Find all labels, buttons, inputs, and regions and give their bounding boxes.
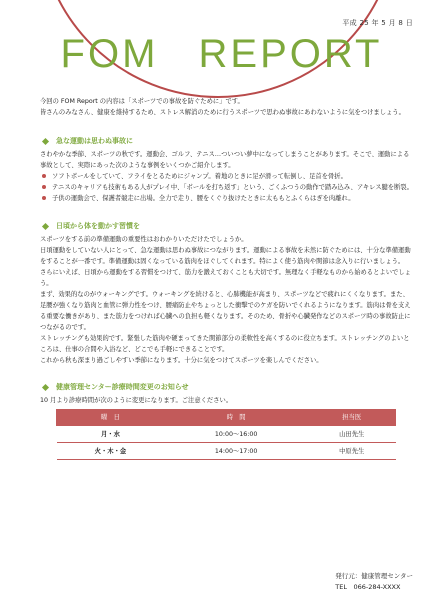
table-header-row — [57, 410, 396, 426]
paragraph: ストレッチングも効果的です。緊張した筋肉や硬まってきた関節部分の柔軟性を高くするのに役立ちます。ストレッチングのよいところは、仕事の合間や入浴など、どこでも手軽にできることです。 — [40, 335, 410, 353]
table-row — [57, 426, 396, 443]
section-heading: 急な運動は思わぬ事故に — [56, 137, 133, 145]
paragraph: さらにいえば、日頃から運動をする習慣をつけて、筋力を鍛えておくことも大切です。無理なく手軽なものから始めるとよいでしょう。 — [40, 269, 411, 287]
diamond-bullet-icon — [42, 384, 49, 391]
paragraph: これから秋も深まり過ごしやすい季節になります。十分に気をつけてスポーツを楽しんでください。 — [40, 357, 323, 364]
section-sudden-exercise — [40, 136, 415, 204]
accident-examples — [40, 171, 415, 204]
column-header: 曜 日 — [57, 410, 165, 426]
issuer-phone: TEL 066-284-XXXX — [335, 583, 401, 591]
paragraph: まず、効果的なのがウォーキングです。ウォーキングを続けると、心肺機能が高まり、スポーツなどで疲れにくくなります。また、足腰が強くなり筋肉と血管に弾力性をつけ、腰痛防止やちょっとした衝撃でのケガを防いでくれるようになります。筋肉は骨を支える重要な働きがあり、また筋力をつければ心臓への負担も軽くなります。そのため、骨折や心臓発作などのスポーツ時の事故防止につながるのです。 — [40, 291, 411, 331]
list-item: テニスのキャリアも技術もある人がプレイ中、「ボールを打ち返す」という、ごくふつうの動作で踏み込み、アキレス腱を断裂。 — [40, 182, 415, 193]
issuer-block — [335, 571, 413, 593]
column-header: 時 間 — [164, 410, 308, 426]
issuer-name: 発行元：健康管理センター — [335, 572, 413, 580]
schedule-note: 10 月より診療時間が次のように変更になります。ご注意ください。 — [40, 397, 233, 404]
paragraph: 日頃運動をしていない人にとって、急な運動は思わぬ事故につながります。運動による事故を未然に防ぐためには、十分な準備運動をすることが一番です。準備運動は固くなっている筋肉をほぐしてくれます。特によく使う筋肉や関節は念入りに行いましょう。 — [40, 247, 411, 265]
diamond-bullet-icon — [42, 138, 49, 145]
table-cell: 14:00～17:00 — [164, 443, 308, 460]
column-header: 担当医 — [308, 410, 396, 426]
schedule-table — [56, 409, 396, 460]
report-body — [40, 96, 415, 460]
section-heading: 健康管理センター診療時間変更のお知らせ — [56, 383, 189, 391]
table-cell: 火・木・金 — [57, 443, 165, 460]
table-cell: 月・水 — [57, 426, 165, 443]
table-row — [57, 443, 396, 460]
table-cell: 10:00～16:00 — [164, 426, 308, 443]
list-item: ソフトボールをしていて、フライをとるためにジャンプ。着地のときに足が滑って転倒し、足首を骨折。 — [40, 171, 415, 182]
table-cell: 中原先生 — [308, 443, 396, 460]
paragraph: スポーツをする前の準備運動の重要性はおわかりいただけたでしょうか。 — [40, 236, 248, 243]
list-item: 子供の運動会で、保護者競走に出場。全力で走り、腰をくぐり抜けたときに太ももとふくらはぎを肉離れ。 — [40, 193, 415, 204]
intro — [40, 96, 415, 118]
intro-line: 今回の FOM Report の内容は「スポーツでの事故を防ぐために」です。 — [40, 98, 244, 105]
diamond-bullet-icon — [42, 223, 49, 230]
section-schedule-change — [40, 382, 415, 460]
section-text: さわやかな季節、スポーツの秋です。運動会、ゴルフ、テニス…ついつい夢中になってしまうことがあります。そこで、運動による事故として、実際にあった次のような事例をいくつかご紹介します。 — [40, 151, 410, 169]
report-title: FOM REPORT — [60, 32, 383, 76]
table-cell: 山田先生 — [308, 426, 396, 443]
intro-line: 皆さんのみなさん、健康を維持するため、ストレス解消のために行うスポーツで思わぬ事故にあわないように気をつけましょう。 — [40, 109, 405, 116]
issue-date: 平成 25 年 5 月 8 日 — [342, 19, 413, 27]
section-daily-habit — [40, 221, 415, 366]
section-heading: 日頃から体を動かす習慣を — [56, 222, 140, 230]
